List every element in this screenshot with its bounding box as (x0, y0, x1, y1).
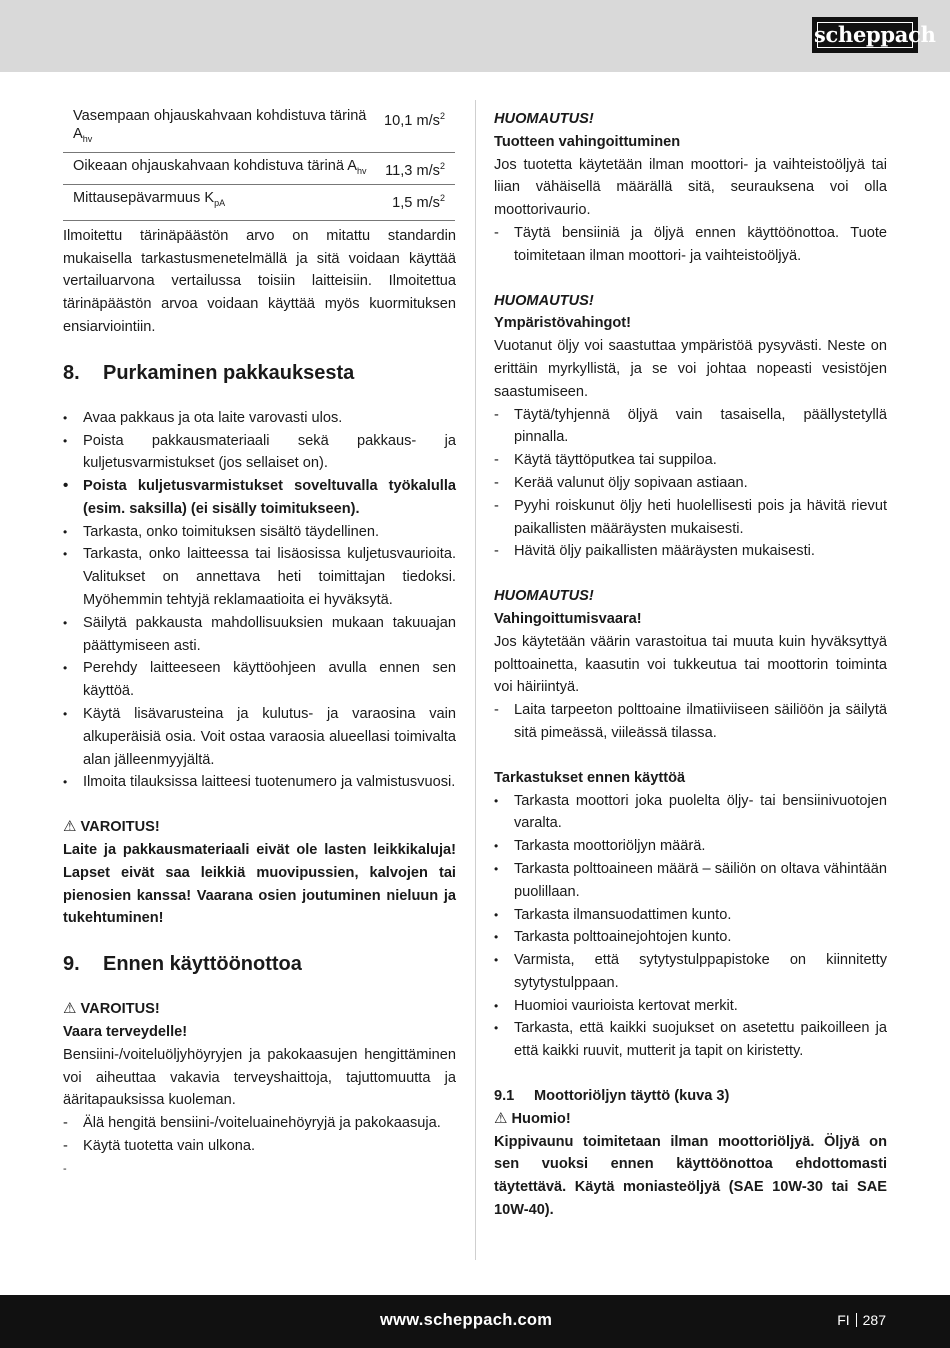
notice-list (494, 699, 887, 745)
warning-icon: ⚠ (494, 1109, 508, 1127)
warning-subtitle: Vaara terveydelle! (63, 1024, 188, 1041)
right-column (494, 108, 887, 1222)
list-item: • Tarkasta ilmansuodattimen kunto. (494, 904, 887, 927)
list-item: • Tarkasta, onko laitteessa tai lisäosissa kuljetusvaurioita. Valitukset on annettava heti toimittajan tiedoksi. Myöhemmin tehtyjä reklamaatioita ei hyväksytä. (63, 543, 456, 611)
website-link[interactable]: www.scheppach.com (380, 1311, 553, 1329)
notice-text: Jos tuotetta käytetään ilman moottori- ja vaihteistoöljyä tai liian vähäisellä määrällä sitä, seurauksena voi olla moottorivaurio. (494, 156, 887, 219)
list-item: • Säilytä pakkausta mahdollisuuksien mukaan takuuajan päättymiseen asti. (63, 612, 456, 658)
notice-subtitle: Vahingoittumisvaara! (494, 610, 642, 627)
notice-subtitle: Tuotteen vahingoittuminen (494, 133, 681, 150)
list-item: - Käytä täyttöputkea tai suppiloa. (494, 449, 887, 472)
section-9-1-heading: 9.1 Moottoriöljyn täyttö (kuva 3) (494, 1088, 730, 1105)
section-8-heading: 8. Purkaminen pakkauksesta (63, 361, 355, 384)
notice-label: HUOMAUTUS! (494, 111, 594, 127)
list-item: - Laita tarpeeton polttoaine ilmatiiviiseen säiliöön ja säilytä sitä pimeässä, viileässä tilassa. (494, 699, 887, 745)
page-header (0, 0, 950, 72)
list-item: • Tarkasta polttoaineen määrä – säiliön on oltava vähintään puolillaan. (494, 858, 887, 904)
table-label: Oikeaan ohjauskahvaan kohdistuva tärinä $A_{hv}$ (63, 152, 384, 184)
caution-heading: ⚠ Huomio! (494, 1109, 571, 1127)
list-item: • Käytä lisävarusteina ja kulutus- ja varaosina vain alkuperäisiä osia. Voit ostaa varaosia alueellasi toimivalta alan jälleenmyyjältä. (63, 703, 456, 771)
unpacking-list (63, 407, 456, 795)
list-item: - Hävitä öljy paikallisten määräysten mukaisesti. (494, 540, 887, 563)
list-item: • Avaa pakkaus ja ota laite varovasti ulos. (63, 407, 456, 430)
caution-text: Kippivaunu toimitetaan ilman moottoriöljyä. Öljyä on sen vuoksi ennen käyttöönottoa ehdottomasti täytettävä. Käytä moniasteöljyä (SAE 10W-30 tai SAE 10W-40). (494, 1133, 887, 1219)
list-item: • Poista kuljetusvarmistukset soveltuvalla työkalulla (esim. saksilla) (ei sisälly toimitukseen). (63, 475, 456, 521)
list-item: - Kerää valunut öljy sopivaan astiaan. (494, 472, 887, 495)
list-item: • Tarkasta, että kaikki suojukset on asetettu paikoilleen ja että kaikki ruuvit, mutterit ja tapit on kiristetty. (494, 1017, 887, 1063)
page-number: FI 287 (837, 1312, 886, 1328)
warning-text: Laite ja pakkausmateriaali eivät ole lasten leikkikaluja! Lapset eivät saa leikkiä muovipussien, kalvojen tai pienosien kanssa! Vaarana osien joutuminen nieluun ja tukehtuminen! (63, 842, 456, 927)
list-item: • Tarkasta moottoriöljyn määrä. (494, 835, 887, 858)
list-item: • Poista pakkausmateriaali sekä pakkaus- ja kuljetusvarmistukset (jos sellaiset on). (63, 430, 456, 476)
warning-heading: ⚠ VAROITUS! (63, 1000, 160, 1018)
list-item: • Perehdy laitteeseen käyttöohjeen avulla ennen sen käyttöä. (63, 657, 456, 703)
list-item: - Pyyhi roiskunut öljy heti huolellisesti pois ja hävitä rievut paikallisten määräysten mukaisesti. (494, 495, 887, 541)
left-column (63, 105, 456, 1181)
list-item: • Ilmoita tilauksissa laitteesi tuotenumero ja valmistusvuosi. (63, 771, 456, 794)
page-footer (0, 1295, 950, 1348)
health-warning-list (63, 1112, 456, 1158)
notice-subtitle: Ympäristövahingot! (494, 315, 632, 332)
checks-heading: Tarkastukset ennen käyttöä (494, 769, 686, 786)
list-item: • Varmista, että sytytystulppapistoke on kiinnitetty sytytystulppaan. (494, 949, 887, 995)
table-label: Vasempaan ohjauskahvaan kohdistuva tärinä $A_{hv}$ (63, 105, 384, 152)
notice-list (494, 222, 887, 268)
warning-icon: ⚠ (63, 1000, 77, 1018)
table-row (63, 152, 455, 184)
list-item: - Täytä/tyhjennä öljyä vain tasaisella, päällystetyllä pinnalla. (494, 404, 887, 450)
list-item: • Tarkasta polttoainejohtojen kunto. (494, 926, 887, 949)
scheppach-logo: scheppach (812, 17, 918, 53)
table-value: 11,3 $m/s^2$ (384, 152, 455, 184)
table-row (63, 184, 455, 220)
section-9-heading: 9. Ennen käyttöönottoa (63, 953, 302, 976)
notice-label: HUOMAUTUS! (494, 588, 594, 605)
notice-label: HUOMAUTUS! (494, 292, 594, 309)
notice-list (494, 404, 887, 564)
notice-text: Jos käytetään väärin varastoitua tai muuta kuin hyväksyttyä polttoainetta, kaasutin voi tukkeutua tai moottorin toiminta voi häiriintyä. (494, 633, 887, 696)
checks-list (494, 790, 887, 1064)
warning-text: Bensiini-/voiteluöljyhöyryjen ja pakokaasujen hengittäminen voi aiheuttaa vakavia terveyshaittoja, tajuttomuutta ja ääritapauksissa kuoleman. (63, 1046, 456, 1109)
table-label: Mittausepävarmuus $K_{pA}$ (63, 184, 384, 220)
list-item: - Täytä bensiiniä ja öljyä ennen käyttöönottoa. Tuote toimitetaan ilman moottori- ja vaihteistoöljyä. (494, 222, 887, 268)
list-item: • Huomioi vaurioista kertovat merkit. (494, 995, 887, 1018)
column-divider (475, 100, 476, 1260)
list-item: • Tarkasta moottori joka puolelta öljy- tai bensiinivuotojen varalta. (494, 790, 887, 836)
list-item: - Käytä tuotetta vain ulkona. (63, 1135, 456, 1158)
warning-heading: ⚠ VAROITUS! (63, 818, 160, 836)
table-value: 10,1 $m/s^2$ (384, 105, 455, 152)
warning-icon: ⚠ (63, 818, 77, 836)
notice-text: Vuotanut öljy voi saastuttaa ympäristöä pysyvästi. Neste on erittäin myrkyllistä, ja se voi johtaa nopeasti vesistöjen saastumiseen. (494, 338, 887, 400)
vibration-note: Ilmoitettu tärinäpäästön arvo on mitattu standardin mukaisella tarkastusmenetelmällä ja sitä voidaan käyttää vertailuarvona vertailussa toisiin laitteisiin. Ilmoitettua tärinäpäästön arvoa voidaan käyttää myös kuormituksen ensiarviointiin. (63, 227, 456, 335)
list-item: - Älä hengitä bensiini-/voiteluainehöyryjä ja pakokaasuja. (63, 1112, 456, 1135)
table-row (63, 105, 455, 152)
table-value: 1,5 $m/s^2$ (384, 184, 455, 220)
list-item: • Tarkasta, onko toimituksen sisältö täydellinen. (63, 521, 456, 544)
trailing-dash: - (63, 1162, 67, 1175)
vibration-table (63, 105, 455, 221)
